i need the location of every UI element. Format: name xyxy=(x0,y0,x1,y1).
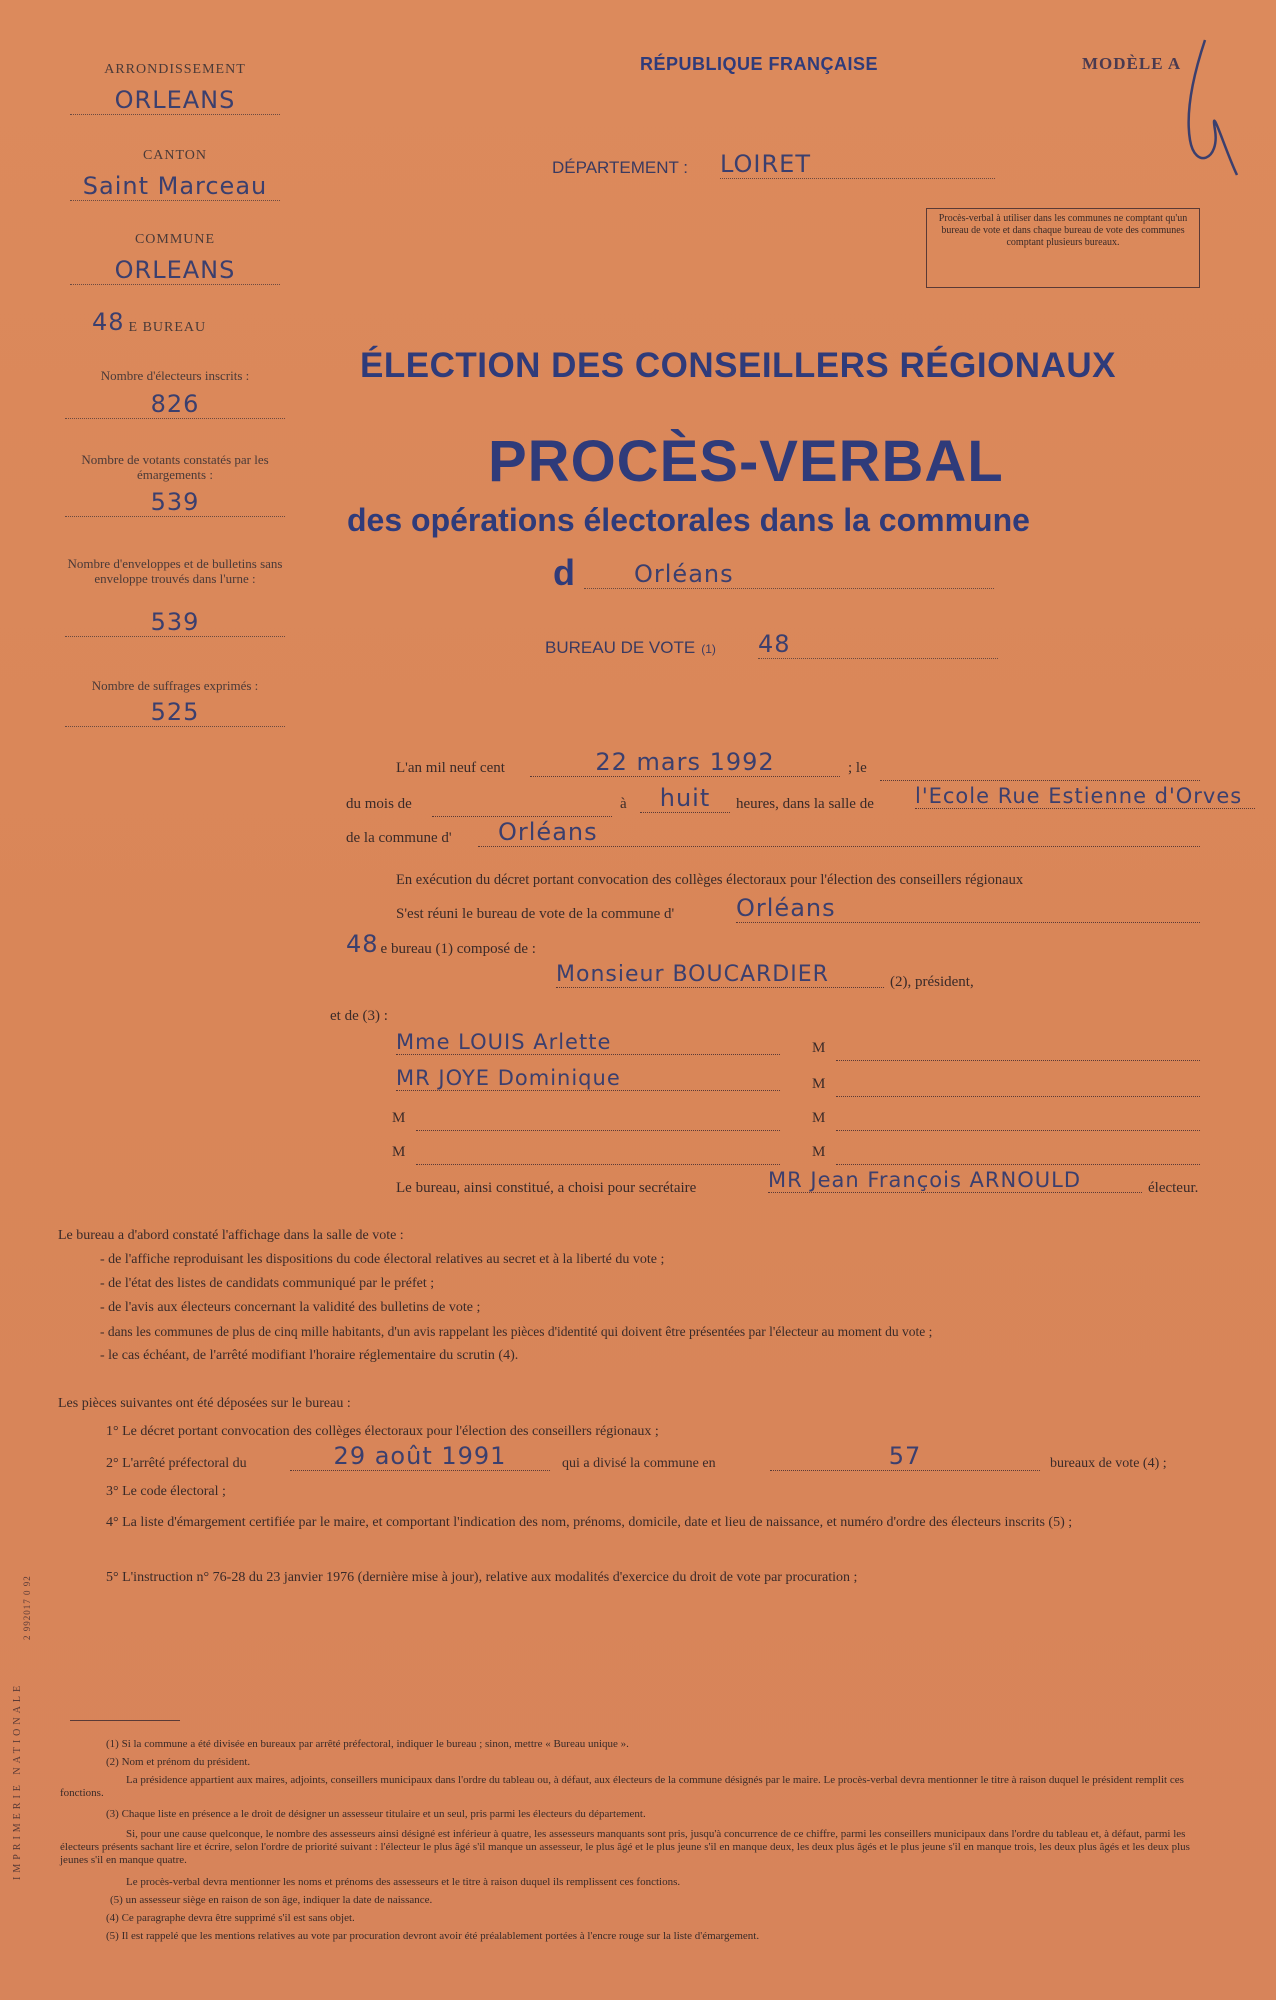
commune-value: ORLEANS xyxy=(70,256,280,285)
et-de-label: et de (3) : xyxy=(330,1008,388,1024)
affichage-intro: Le bureau a d'abord constaté l'affichage dans la salle de vote : xyxy=(58,1228,404,1243)
heures-label: heures, dans la salle de xyxy=(736,796,874,812)
bureau-number-row xyxy=(92,308,282,336)
assesseur-m-label: M xyxy=(812,1076,826,1092)
assesseur-blank xyxy=(416,1112,780,1131)
inscrits-label: Nombre d'électeurs inscrits : xyxy=(100,368,250,383)
president-value: Monsieur BOUCARDIER xyxy=(556,962,884,988)
an-value: 22 mars 1992 xyxy=(530,748,840,777)
assesseur-blank xyxy=(836,1112,1200,1131)
bureau-compose-label: e bureau (1) composé de : xyxy=(380,941,536,957)
departement-label: DÉPARTEMENT : xyxy=(552,158,689,177)
assesseur-blank xyxy=(836,1146,1200,1165)
assesseur-blank xyxy=(416,1146,780,1165)
piece-4: 4° La liste d'émargement certifiée par le maire, et comportant l'indication des nom, prénoms, domicile, date et lieu de naissance, et numéro d'ordre des électeurs inscrits (5) ; xyxy=(106,1515,1073,1530)
print-code-vertical-text: 2 992017 0 92 xyxy=(22,1575,32,1640)
footnote: (2) Nom et prénom du président. xyxy=(106,1756,251,1768)
a-label: à xyxy=(620,796,627,812)
bureau-de-vote-value: 48 xyxy=(758,630,998,659)
assesseur-blank xyxy=(836,1042,1200,1061)
heures-value: huit xyxy=(640,784,730,813)
assesseur-m-label: M xyxy=(812,1110,826,1126)
mois-label: du mois de xyxy=(346,796,412,812)
bureau-de-vote-ref: (1) xyxy=(701,642,716,656)
suffrages-label: Nombre de suffrages exprimés : xyxy=(91,678,259,693)
affichage-item: - de l'état des listes de candidats communiqué par le préfet ; xyxy=(100,1276,435,1291)
enveloppes-value: 539 xyxy=(65,608,285,637)
affichage-item: - dans les communes de plus de cinq mille habitants, d'un avis rappelant les pièces d'identité qui doivent être présentées par l'électeur au moment du vote ; xyxy=(100,1324,933,1339)
proces-verbal-title: PROCÈS-VERBAL xyxy=(488,429,1004,494)
affichage-item: - le cas échéant, de l'arrêté modifiant l'horaire réglementaire du scrutin (4). xyxy=(100,1348,519,1363)
imprimerie-vertical-text: IMPRIMERIE NATIONALE xyxy=(12,1681,23,1880)
suffrages-value: 525 xyxy=(65,698,285,727)
republique-heading: RÉPUBLIQUE FRANÇAISE xyxy=(640,54,879,74)
pv-commune-value: Orléans xyxy=(584,560,994,589)
bureau-de-vote-label: BUREAU DE VOTE xyxy=(545,638,696,657)
salle-value: l'Ecole Rue Estienne d'Orves xyxy=(915,784,1255,809)
votants-value: 539 xyxy=(65,488,285,517)
departement-value: LOIRET xyxy=(720,150,995,179)
mois-blank xyxy=(432,798,612,817)
commune-d-line-label: de la commune d' xyxy=(346,830,452,846)
reuni-label: S'est réuni le bureau de vote de la commune d' xyxy=(396,906,675,922)
bureau-compose-row xyxy=(346,930,536,958)
le-label: ; le xyxy=(848,760,867,776)
assesseur-m-label: M xyxy=(812,1040,826,1056)
secretaire-label: Le bureau, ainsi constitué, a choisi pour secrétaire xyxy=(396,1180,697,1196)
election-title: ÉLECTION DES CONSEILLERS RÉGIONAUX xyxy=(360,346,1116,385)
inscrits-value: 826 xyxy=(65,390,285,419)
piece-2-label: 2° L'arrêté préfectoral du xyxy=(106,1456,247,1471)
assesseur-m-label: M xyxy=(812,1144,826,1160)
bureau-number-label: E BUREAU xyxy=(128,320,207,335)
assesseur-2-value: MR JOYE Dominique xyxy=(396,1066,780,1091)
piece-5: 5° L'instruction n° 76-28 du 23 janvier 1976 (dernière mise à jour), relative aux modalités d'exercice du droit de vote par procuration ; xyxy=(106,1570,858,1585)
execution-text: En exécution du décret portant convocation des collèges électoraux pour l'élection des conseillers régionaux xyxy=(396,872,1024,888)
le-blank xyxy=(880,762,1200,781)
piece-2-end: bureaux de vote (4) ; xyxy=(1050,1456,1167,1471)
enveloppes-label: Nombre d'enveloppes et de bulletins sans enveloppe trouvés dans l'urne : xyxy=(67,556,283,586)
handwritten-mark-icon xyxy=(1165,30,1240,180)
bureau-number-value: 48 xyxy=(92,308,125,336)
usage-note-box: Procès-verbal à utiliser dans les communes ne comptant qu'un bureau de vote et dans chaque bureau de vote des communes comptant plusieurs bureaux. xyxy=(926,208,1200,288)
assesseur-1-value: Mme LOUIS Arlette xyxy=(396,1030,780,1055)
piece-1: 1° Le décret portant convocation des collèges électoraux pour l'élection des conseillers régionaux ; xyxy=(106,1424,659,1439)
bureau-de-vote-row xyxy=(545,638,716,658)
commune-label: COMMUNE xyxy=(134,232,216,247)
affichage-item: - de l'affiche reproduisant les dispositions du code électoral relatives au secret et à la liberté du vote ; xyxy=(100,1252,665,1267)
assesseur-m-label: M xyxy=(392,1110,406,1126)
footnote: (3) Chaque liste en présence a le droit de désigner un assesseur titulaire et un seul, pris parmi les électeurs du département. xyxy=(106,1808,646,1820)
piece-3: 3° Le code électoral ; xyxy=(106,1484,226,1499)
assesseur-m-label: M xyxy=(392,1144,406,1160)
canton-value: Saint Marceau xyxy=(70,172,280,201)
pv-subtitle: des opérations électorales dans la commune xyxy=(347,502,1030,538)
assesseur-blank xyxy=(836,1078,1200,1097)
commune-d-line-value: Orléans xyxy=(478,818,1200,847)
footnote: (1) Si la commune a été divisée en bureaux par arrêté préfectoral, indiquer le bureau ; sinon, mettre « Bureau unique ». xyxy=(106,1738,629,1750)
president-label: (2), président, xyxy=(890,974,974,990)
canton-label: CANTON xyxy=(142,148,208,163)
pieces-intro: Les pièces suivantes ont été déposées sur le bureau : xyxy=(58,1396,351,1411)
piece-2-mid: qui a divisé la commune en xyxy=(562,1456,716,1471)
footnote: La présidence appartient aux maires, adjoints, conseillers municipaux dans l'ordre du tableau ou, à défaut, aux électeurs de la commune désignés par le maire. Le procès-verbal devra mentionner le titre à raison duquel le président remplit ces fonctions. xyxy=(60,1774,1184,1799)
votants-label: Nombre de votants constatés par les émargements : xyxy=(81,452,269,482)
piece-2-count: 57 xyxy=(770,1442,1040,1471)
arrondissement-label: ARRONDISSEMENT xyxy=(104,62,246,77)
arrondissement-value: ORLEANS xyxy=(70,86,280,115)
bureau-compose-number: 48 xyxy=(346,930,379,958)
footnote: Le procès-verbal devra mentionner les noms et prénoms des assesseurs et le titre à raison duquel ils remplissent ces fonctions. xyxy=(126,1876,681,1888)
modele-label: MODÈLE A xyxy=(1082,54,1182,73)
footnote: (5) Il est rappelé que les mentions relatives au vote par procuration devront avoir été préalablement portées à l'encre rouge sur la liste d'émargement. xyxy=(106,1930,760,1942)
electeur-label: électeur. xyxy=(1148,1180,1199,1196)
secretaire-value: MR Jean François ARNOULD xyxy=(768,1168,1142,1193)
footnote: Si, pour une cause quelconque, le nombre des assesseurs ainsi désigné est inférieur à quatre, les assesseurs manquants sont pris, jusqu'à concurrence de ce chiffre, parmi les conseillers municipaux dans l'ordre du tableau et, à défaut, parmi les électeurs présents sachant lire et écrire, selon l'ordre de priorité suivant : l'électeur le plus âgé s'il manque un assesseur, le plus âgé et le plus jeune s'il en manque deux, les deux plus âgés et le plus jeune s'il en manque trois, les deux plus âgés et les deux plus jeunes s'il en manque quatre. xyxy=(60,1828,1190,1866)
commune-d-label: d xyxy=(553,552,575,593)
footnote: (5) un assesseur siège en raison de son âge, indiquer la date de naissance. xyxy=(110,1894,433,1906)
footnote-divider xyxy=(70,1720,180,1721)
an-label: L'an mil neuf cent xyxy=(396,760,505,776)
affichage-item: - de l'avis aux électeurs concernant la validité des bulletins de vote ; xyxy=(100,1300,481,1315)
footnote: (4) Ce paragraphe devra être supprimé s'il est sans objet. xyxy=(106,1912,355,1924)
piece-2-date: 29 août 1991 xyxy=(290,1442,550,1471)
reuni-value: Orléans xyxy=(736,894,1200,923)
